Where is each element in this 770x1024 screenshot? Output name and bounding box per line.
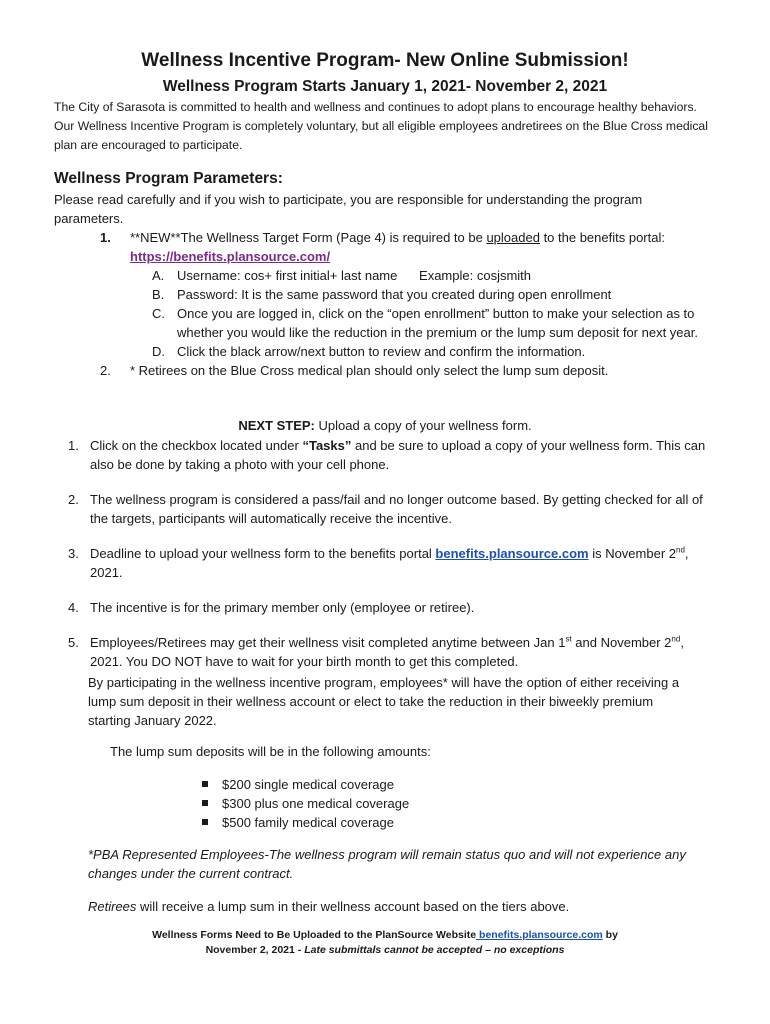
- retirees-text: will receive a lump sum in their wellness account based on the tiers above.: [136, 899, 570, 914]
- page-subtitle: Wellness Program Starts January 1, 2021- November 2, 2021: [162, 78, 608, 95]
- lump-sum-item: [200, 813, 409, 832]
- sub-letter: A.: [152, 268, 165, 283]
- footer-text: Wellness Forms Need to Be Uploaded to the PlanSource Website: [152, 929, 477, 941]
- sub-letter: C.: [152, 306, 165, 321]
- ordinal-suffix: nd: [676, 545, 685, 555]
- footer-text-cont: by: [602, 929, 618, 941]
- ordinal-suffix: st: [565, 634, 572, 644]
- item-text: * Retirees on the Blue Cross medical plan should only select the lump sum deposit.: [130, 363, 609, 378]
- intro-paragraph: The City of Sarasota is committed to health and wellness and continues to adopt plans to encourage healthy behaviors. Our Wellness Incentive Program is completely voluntary, but all eligible employees andretirees on the Blue Cross medical plan are encouraged to participate.: [54, 100, 708, 152]
- steps-list: [54, 436, 719, 687]
- step-number: 1.: [68, 438, 79, 453]
- sub-item-a: [152, 266, 700, 285]
- step-text-cont: is November 2: [588, 546, 676, 561]
- next-step-label: NEXT STEP:: [238, 418, 315, 433]
- square-bullet-icon: [202, 800, 208, 806]
- plansource-link[interactable]: benefits.plansource.com: [435, 546, 589, 561]
- sub-list: [130, 266, 700, 361]
- step-text-cont: and be sure to upload a copy of your wellness form. This can also be done by taking a photo with your cell phone.: [90, 438, 706, 472]
- lump-sum-text: $500 family medical coverage: [222, 815, 394, 830]
- sub-letter: B.: [152, 287, 165, 302]
- item-text: **NEW**The Wellness Target Form (Page 4) is required to be: [130, 230, 487, 245]
- footer-date: November 2, 2021 -: [205, 944, 305, 956]
- sub-text: Username: cos+ first initial+ last name Example: cosjsmith: [177, 268, 532, 283]
- participation-paragraph: By participating in the wellness incentive program, employees* will have the option of either receiving a lump sum deposit in their wellness account or elect to take the reduction in their biweekly premium starting January 2022.: [88, 675, 680, 728]
- item-text-cont: to the benefits portal:: [539, 230, 665, 245]
- step-text: The incentive is for the primary member only (employee or retiree).: [90, 600, 475, 615]
- footer-plansource-link[interactable]: benefits.plansource.com: [476, 929, 603, 941]
- footer-notice: [0, 928, 770, 958]
- step-number: 3.: [68, 546, 79, 561]
- step-text-end: , 2021.: [90, 546, 689, 580]
- footer-warning: Late submittals cannot be accepted – no exceptions: [304, 944, 565, 956]
- step-1: [54, 436, 719, 474]
- retirees-note: [88, 897, 688, 916]
- square-bullet-icon: [202, 819, 208, 825]
- step-number: 2.: [68, 492, 79, 507]
- sub-item-b: [152, 285, 700, 304]
- square-bullet-icon: [202, 781, 208, 787]
- lump-sum-list: [200, 775, 409, 832]
- step-text: Deadline to upload your wellness form to the benefits portal: [90, 546, 436, 561]
- sub-item-d: [152, 342, 700, 361]
- parameter-item-1: [100, 228, 700, 361]
- footer-line-1: [0, 928, 770, 943]
- step-5: [54, 633, 719, 671]
- lump-sum-item: [200, 794, 409, 813]
- pba-note: *PBA Represented Employees-The wellness program will remain status quo and will not experience any changes under the current contract.: [88, 847, 686, 881]
- step-text: Click on the checkbox located under: [90, 438, 303, 453]
- step-text-cont: and November 2: [571, 635, 672, 650]
- sub-text: Click the black arrow/next button to review and confirm the information.: [177, 344, 586, 359]
- lump-sum-item: [200, 775, 409, 794]
- step-text-end: , 2021. You DO NOT have to wait for your birth month to get this completed.: [90, 635, 684, 669]
- sub-text: Password: It is the same password that you created during open enrollment: [177, 287, 612, 302]
- parameter-item-2: [100, 361, 700, 380]
- next-step-text: Upload a copy of your wellness form.: [314, 418, 532, 433]
- step-4: [54, 598, 719, 617]
- step-number: 4.: [68, 600, 79, 615]
- benefits-portal-link[interactable]: https://benefits.plansource.com/: [130, 249, 331, 264]
- parameters-intro: Please read carefully and if you wish to participate, you are responsible for understanding the program parameters.: [54, 192, 643, 226]
- step-text: Employees/Retirees may get their wellness visit completed anytime between Jan 1: [90, 635, 566, 650]
- next-step-line: [0, 418, 770, 433]
- item-number: 1.: [100, 230, 111, 245]
- page-title: Wellness Incentive Program- New Online Submission!: [141, 50, 629, 71]
- ordinal-suffix: nd: [671, 634, 681, 644]
- retirees-label: Retirees: [88, 899, 137, 914]
- sub-item-c: [152, 304, 700, 342]
- parameters-list: [100, 228, 700, 380]
- footer-line-2: [0, 943, 770, 958]
- uploaded-text: uploaded: [486, 230, 540, 245]
- step-text: The wellness program is considered a pass/fail and no longer outcome based. By getting checked for all of the targets, participants will automatically receive the incentive.: [90, 492, 703, 526]
- lump-sum-text: $200 single medical coverage: [222, 777, 394, 792]
- lump-sum-text: $300 plus one medical coverage: [222, 796, 410, 811]
- item-number: 2.: [100, 363, 111, 378]
- step-3: [54, 544, 719, 582]
- step-number: 5.: [68, 635, 79, 650]
- sub-text: Once you are logged in, click on the “open enrollment” button to make your selection as to whether you would like the reduction in the premium or the lump sum deposit for next year.: [177, 306, 698, 340]
- sub-letter: D.: [152, 344, 165, 359]
- tasks-label: “Tasks”: [302, 438, 352, 453]
- lump-sum-intro: The lump sum deposits will be in the following amounts:: [110, 744, 431, 759]
- parameters-heading: Wellness Program Parameters:: [54, 170, 283, 187]
- step-2: [54, 490, 719, 528]
